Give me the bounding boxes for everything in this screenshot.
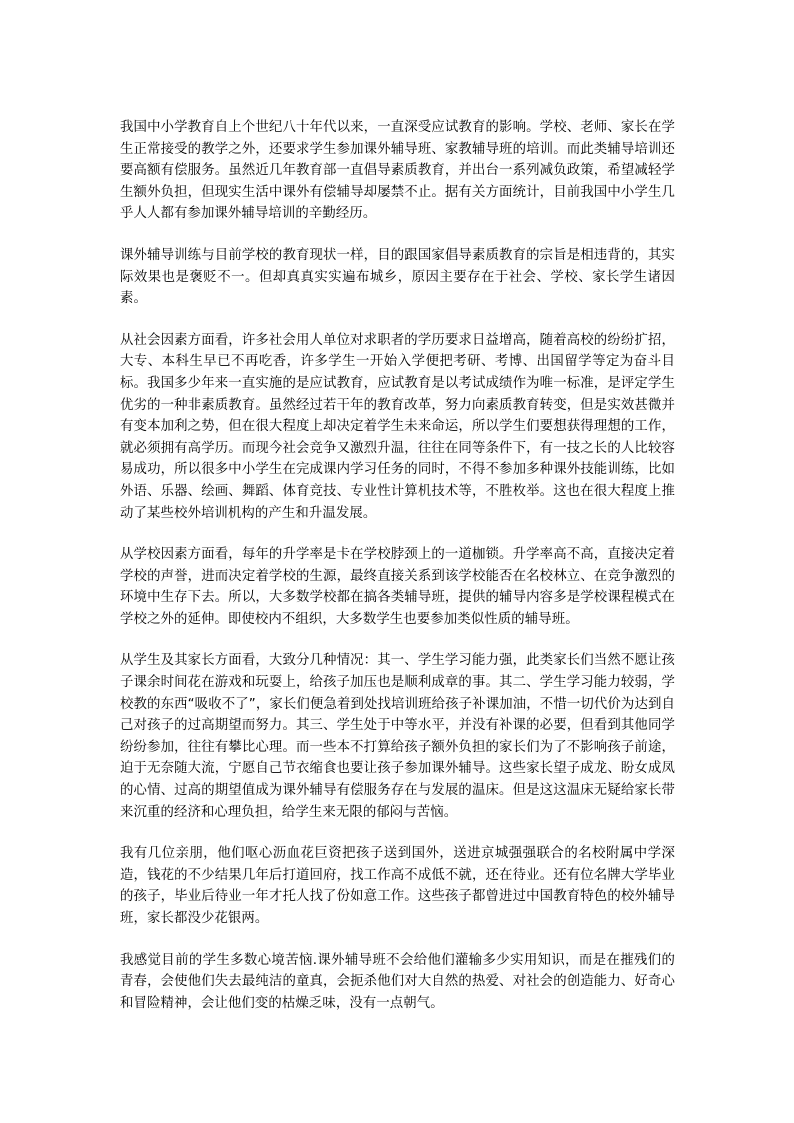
paragraph-5: 从学生及其家长方面看，大致分几种情况：其一、学生学习能力强，此类家长们当然不愿让孩子课余时间花在游戏和玩耍上，给孩子加压也是顺利成章的事。其二、学生学习能力较弱，学校教的东西“吸收不了”，家长们便急着到处找培训班给孩子补课加油，不惜一切代价为达到自己对孩子的过高期望而努力。其三、学生处于中等水平，并没有补课的必要，但看到其他同学纷纷参加，往往有攀比心理。而一些本不打算给孩子额外负担的家长们为了不影响孩子前途，迫于无奈随大流，宁愿自己节衣缩食也要让孩子参加课外辅导。这些家长望子成龙、盼女成凤的心情、过高的期望值成为课外辅导有偿服务存在与发展的温床。但是这这温床无疑给家长带来沉重的经济和心理负担，给学生来无限的郁闷与苦恼。	[120, 653, 675, 820]
paragraph-2: 课外辅导训练与目前学校的教育现状一样，目的跟国家倡导素质教育的宗旨是相违背的，其实际效果也是褒贬不一。但却真真实实遍布城乡，原因主要存在于社会、学校、家长学生诸因素。	[120, 247, 675, 307]
paragraph-6: 我有几位亲朋，他们呕心沥血花巨资把孩子送到国外，送进京城强强联合的名校附属中学深造，钱花的不少结果几年后打道回府，找工作高不成低不就，还在待业。还有位名牌大学毕业的孩子，毕业后待业一年才托人找了份如意工作。这些孩子都曾进过中国教育特色的校外辅导班，家长都没少花银两。	[120, 846, 675, 926]
paragraph-7: 我感觉目前的学生多数心境苦恼.课外辅导班不会给他们灌输多少实用知识，而是在摧残们的青春，会使他们失去最纯洁的童真，会扼杀他们对大自然的热爱、对社会的创造能力、好奇心和冒险精神，会让他们变的枯燥乏味，没有一点朝气。	[120, 952, 675, 1011]
paragraph-4: 从学校因素方面看，每年的升学率是卡在学校脖颈上的一道枷锁。升学率高不高，直接决定着学校的声誉，进而决定着学校的生源，最终直接关系到该学校能否在名校林立、在竞争激烈的环境中生存下去。所以，大多数学校都在搞各类辅导班，提供的辅导内容多是学校课程模式在学校之外的延伸。即使校内不组织，大多数学生也要参加类似性质的辅导班。	[120, 547, 675, 627]
paragraph-1: 我国中小学教育自上个世纪八十年代以来，一直深受应试教育的影响。学校、老师、家长在学生正常接受的教学之外，还要求学生参加课外辅导班、家教辅导班的培训。而此类辅导培训还要高额有偿服务。虽然近几年教育部一直倡导素质教育，并出台一系列减负政策，希望减轻学生额外负担，但现实生活中课外有偿辅导却屡禁不止。据有关方面统计，目前我国中小学生几乎人人都有参加课外辅导培训的辛勤经历。	[120, 120, 675, 222]
paragraph-3: 从社会因素方面看，许多社会用人单位对求职者的学历要求日益增高，随着高校的纷纷扩招，大专、本科生早已不再吃香，许多学生一开始入学便把考研、考博、出国留学等定为奋斗目标。我国多少年来一直实施的是应试教育，应试教育是以考试成绩作为唯一标准，是评定学生优劣的一种非素质教育。虽然经过若干年的教育改革，努力向素质教育转变，但是实效甚微并有变本加利之势，但在很大程度上却决定着学生未来命运，所以学生们要想获得理想的工作，就必须拥有高学历。而现今社会竞争又激烈升温，往往在同等条件下，有一技之长的人比较容易成功，所以很多中小学生在完成课内学习任务的同时，不得不参加多种课外技能训练，比如外语、乐器、绘画、舞蹈、体育竞技、专业性计算机技术等，不胜枚举。这也在很大程度上推动了某些校外培训机构的产生和升温发展。	[120, 332, 675, 521]
document-body	[120, 117, 675, 1034]
